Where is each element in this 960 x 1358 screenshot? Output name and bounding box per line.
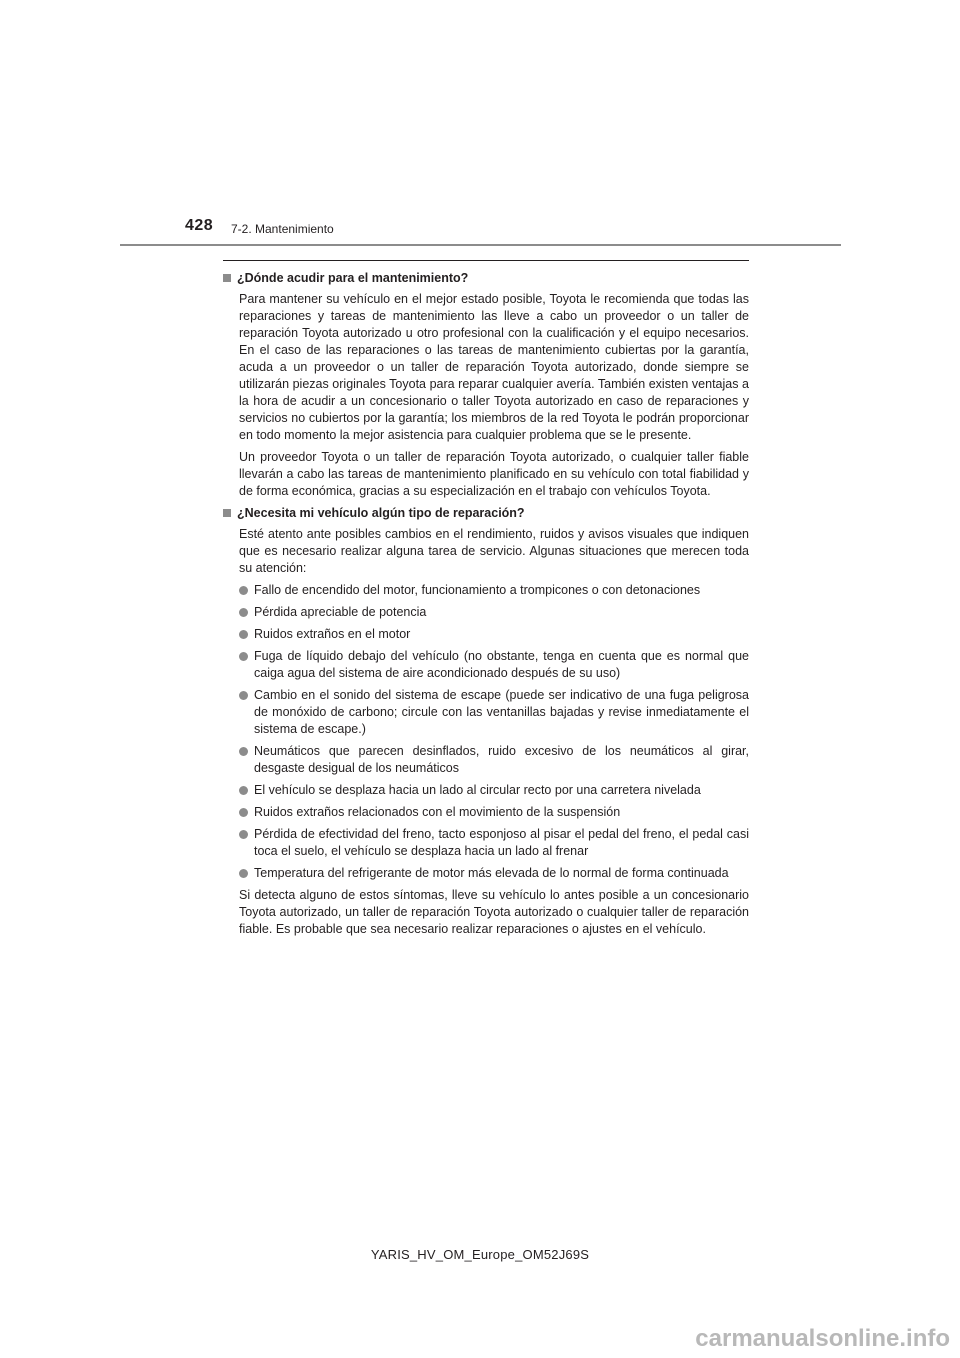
paragraph: Para mantener su vehículo en el mejor estado posible, Toyota le recomienda que todas las reparaciones y tareas de mantenimiento las lleve a cabo un proveedor o un taller de reparación Toyota autorizado u otro profesional con la cualificación y el equipo necesarios. En el caso de las reparaciones o las tareas de mantenimiento cubiertas por la garantía, acuda a un proveedor o un taller de reparación Toyota autorizado, donde siempre se utilizarán piezas originales Toyota para reparar cualquier avería. También existen ventajas a la hora de acudir a un concesionario o taller Toyota autorizado en caso de reparaciones y servicios no cubiertos por la garantía; los miembros de la red Toyota le podrán proporcionar en todo momento la mejor asistencia para cualquier problema que se le presente. — [239, 292, 749, 442]
list-item-text: Ruidos extraños en el motor — [254, 627, 411, 641]
list-item-text: Pérdida de efectividad del freno, tacto esponjoso al pisar el pedal del freno, el pedal casi toca el suelo, el vehículo se desplaza hacia un lado al frenar — [254, 827, 749, 858]
circle-bullet-icon — [239, 808, 248, 817]
list-item-text: Fallo de encendido del motor, funcionamiento a trompicones o con detonaciones — [254, 583, 701, 597]
page-content — [223, 260, 749, 943]
list-item — [239, 826, 749, 860]
circle-bullet-icon — [239, 691, 248, 700]
list-item-text: Pérdida apreciable de potencia — [254, 605, 427, 619]
heading-maintenance — [223, 270, 749, 287]
heading-text: ¿Necesita mi vehículo algún tipo de reparación? — [237, 506, 525, 520]
list-item — [239, 604, 749, 621]
list-item — [239, 865, 749, 882]
document-id: YARIS_HV_OM_Europe_OM52J69S — [370, 1247, 590, 1262]
paragraph: Esté atento ante posibles cambios en el rendimiento, ruidos y avisos visuales que indiquen que es necesario realizar alguna tarea de servicio. Algunas situaciones que merecen toda su atención: — [239, 527, 749, 575]
circle-bullet-icon — [239, 652, 248, 661]
list-item-text: Neumáticos que parecen desinflados, ruido excesivo de los neumáticos al girar, desgaste desigual de los neumáticos — [254, 744, 749, 775]
list-item — [239, 743, 749, 777]
list-item — [239, 804, 749, 821]
list-item-text: Ruidos extraños relacionados con el movimiento de la suspensión — [254, 805, 621, 819]
circle-bullet-icon — [239, 786, 248, 795]
square-bullet-icon — [223, 509, 231, 517]
list-item-text: Cambio en el sonido del sistema de escape (puede ser indicativo de una fuga peligrosa de monóxido de carbono; circule con las ventanillas bajadas y revise inmediatamente el sistema de escape.) — [254, 688, 749, 736]
section-title: 7-2. Mantenimiento — [231, 222, 334, 236]
list-item-text: Temperatura del refrigerante de motor más elevada de lo normal de forma continuada — [254, 866, 729, 880]
list-item-text: Fuga de líquido debajo del vehículo (no obstante, tenga en cuenta que es normal que caiga agua del sistema de aire acondicionado después de su uso) — [254, 649, 749, 680]
list-item — [239, 648, 749, 682]
circle-bullet-icon — [239, 747, 248, 756]
list-item — [239, 626, 749, 643]
circle-bullet-icon — [239, 630, 248, 639]
heading-repair — [223, 505, 749, 522]
paragraph: Un proveedor Toyota o un taller de reparación Toyota autorizado, o cualquier taller fiable llevarán a cabo las tareas de mantenimiento planificado en su vehículo con total fiabilidad y de forma económica, gracias a su especialización en el trabajo con vehículos Toyota. — [239, 450, 749, 498]
list-item-text: El vehículo se desplaza hacia un lado al circular recto por una carretera nivelada — [254, 783, 701, 797]
list-item — [239, 582, 749, 599]
heading-text: ¿Dónde acudir para el mantenimiento? — [237, 271, 469, 285]
watermark: carmanualsonline.info — [695, 1325, 950, 1352]
circle-bullet-icon — [239, 608, 248, 617]
page-number: 428 — [185, 217, 214, 234]
list-item — [239, 687, 749, 738]
header-rule — [120, 244, 841, 246]
circle-bullet-icon — [239, 869, 248, 878]
paragraph: Si detecta alguno de estos síntomas, lleve su vehículo lo antes posible a un concesionario Toyota autorizado, un taller de reparación Toyota autorizado o cualquier taller de reparación fiable. Es probable que sea necesario realizar reparaciones o ajustes en el vehículo. — [239, 888, 749, 936]
circle-bullet-icon — [239, 830, 248, 839]
square-bullet-icon — [223, 274, 231, 282]
circle-bullet-icon — [239, 586, 248, 595]
list-item — [239, 782, 749, 799]
